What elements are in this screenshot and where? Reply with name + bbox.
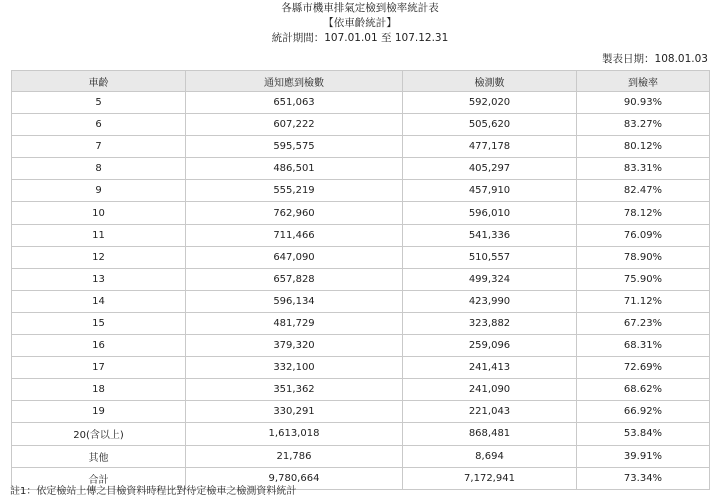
cell-inspected-count: 259,096 (403, 335, 577, 357)
cell-vehicle-age: 14 (12, 290, 186, 312)
cell-vehicle-age: 合計 (12, 467, 186, 489)
header-notified-count: 通知應到檢數 (186, 71, 403, 92)
cell-vehicle-age: 19 (12, 401, 186, 423)
report-header (0, 0, 720, 46)
header-inspection-rate: 到檢率 (577, 71, 710, 92)
cell-notified-count: 21,786 (186, 445, 403, 467)
table-row (12, 202, 710, 224)
cell-notified-count: 657,828 (186, 268, 403, 290)
table-header-row (12, 71, 710, 92)
cell-inspected-count: 405,297 (403, 158, 577, 180)
cell-inspection-rate: 76.09% (577, 224, 710, 246)
cell-notified-count: 555,219 (186, 180, 403, 202)
cell-inspection-rate: 53.84% (577, 423, 710, 445)
table-row (12, 401, 710, 423)
cell-notified-count: 379,320 (186, 335, 403, 357)
report-date: 製表日期：108.01.03 (602, 53, 708, 65)
cell-inspected-count: 241,413 (403, 357, 577, 379)
cell-inspected-count: 241,090 (403, 379, 577, 401)
cell-inspected-count: 7,172,941 (403, 467, 577, 489)
cell-vehicle-age: 9 (12, 180, 186, 202)
cell-notified-count: 486,501 (186, 158, 403, 180)
cell-inspection-rate: 83.27% (577, 114, 710, 136)
cell-inspected-count: 510,557 (403, 246, 577, 268)
cell-notified-count: 762,960 (186, 202, 403, 224)
cell-inspected-count: 423,990 (403, 290, 577, 312)
table-row (12, 158, 710, 180)
cell-inspection-rate: 78.90% (577, 246, 710, 268)
cell-inspection-rate: 80.12% (577, 136, 710, 158)
cell-inspection-rate: 68.31% (577, 335, 710, 357)
footnote: 註1：依定檢站上傳之目檢資料時程比對待定檢車之檢測資料統計 (10, 486, 297, 497)
cell-vehicle-age: 15 (12, 312, 186, 334)
table-row (12, 224, 710, 246)
table-row (12, 290, 710, 312)
cell-inspection-rate: 67.23% (577, 312, 710, 334)
cell-inspection-rate: 78.12% (577, 202, 710, 224)
cell-notified-count: 9,780,664 (186, 467, 403, 489)
cell-notified-count: 595,575 (186, 136, 403, 158)
cell-inspected-count: 505,620 (403, 114, 577, 136)
table-row (12, 246, 710, 268)
cell-inspected-count: 8,694 (403, 445, 577, 467)
cell-inspected-count: 541,336 (403, 224, 577, 246)
header-vehicle-age: 車齡 (12, 71, 186, 92)
cell-notified-count: 711,466 (186, 224, 403, 246)
table-row (12, 136, 710, 158)
cell-vehicle-age: 20(含以上) (12, 423, 186, 445)
cell-notified-count: 351,362 (186, 379, 403, 401)
report-title: 各縣市機車排氣定檢到檢率統計表 (281, 2, 439, 14)
cell-inspected-count: 592,020 (403, 92, 577, 114)
cell-vehicle-age: 17 (12, 357, 186, 379)
cell-inspected-count: 477,178 (403, 136, 577, 158)
cell-inspection-rate: 72.69% (577, 357, 710, 379)
cell-vehicle-age: 12 (12, 246, 186, 268)
cell-notified-count: 332,100 (186, 357, 403, 379)
cell-vehicle-age: 7 (12, 136, 186, 158)
cell-vehicle-age: 8 (12, 158, 186, 180)
report-subtitle: 【依車齡統計】 (323, 17, 397, 29)
cell-vehicle-age: 5 (12, 92, 186, 114)
cell-inspected-count: 868,481 (403, 423, 577, 445)
cell-inspected-count: 596,010 (403, 202, 577, 224)
cell-notified-count: 596,134 (186, 290, 403, 312)
cell-inspected-count: 457,910 (403, 180, 577, 202)
cell-notified-count: 647,090 (186, 246, 403, 268)
cell-notified-count: 607,222 (186, 114, 403, 136)
cell-inspected-count: 323,882 (403, 312, 577, 334)
cell-vehicle-age: 16 (12, 335, 186, 357)
stats-table (11, 70, 710, 490)
table-row (12, 312, 710, 334)
cell-vehicle-age: 13 (12, 268, 186, 290)
cell-vehicle-age: 10 (12, 202, 186, 224)
cell-vehicle-age: 6 (12, 114, 186, 136)
table-row (12, 114, 710, 136)
cell-inspection-rate: 73.34% (577, 467, 710, 489)
cell-inspection-rate: 68.62% (577, 379, 710, 401)
cell-notified-count: 481,729 (186, 312, 403, 334)
table-row (12, 357, 710, 379)
cell-inspection-rate: 66.92% (577, 401, 710, 423)
cell-inspection-rate: 75.90% (577, 268, 710, 290)
table-row (12, 180, 710, 202)
table-row (12, 335, 710, 357)
cell-inspection-rate: 90.93% (577, 92, 710, 114)
report-period: 統計期間：107.01.01 至 107.12.31 (271, 32, 449, 44)
cell-vehicle-age: 11 (12, 224, 186, 246)
table-row (12, 379, 710, 401)
cell-inspected-count: 499,324 (403, 268, 577, 290)
cell-notified-count: 651,063 (186, 92, 403, 114)
table-row (12, 268, 710, 290)
table-row (12, 445, 710, 467)
table-row (12, 92, 710, 114)
cell-vehicle-age: 18 (12, 379, 186, 401)
cell-notified-count: 330,291 (186, 401, 403, 423)
table-body (12, 92, 710, 490)
cell-inspected-count: 221,043 (403, 401, 577, 423)
cell-notified-count: 1,613,018 (186, 423, 403, 445)
cell-inspection-rate: 83.31% (577, 158, 710, 180)
cell-inspection-rate: 71.12% (577, 290, 710, 312)
cell-inspection-rate: 82.47% (577, 180, 710, 202)
table-row (12, 423, 710, 445)
header-inspected-count: 檢測數 (403, 71, 577, 92)
cell-vehicle-age: 其他 (12, 445, 186, 467)
cell-inspection-rate: 39.91% (577, 445, 710, 467)
